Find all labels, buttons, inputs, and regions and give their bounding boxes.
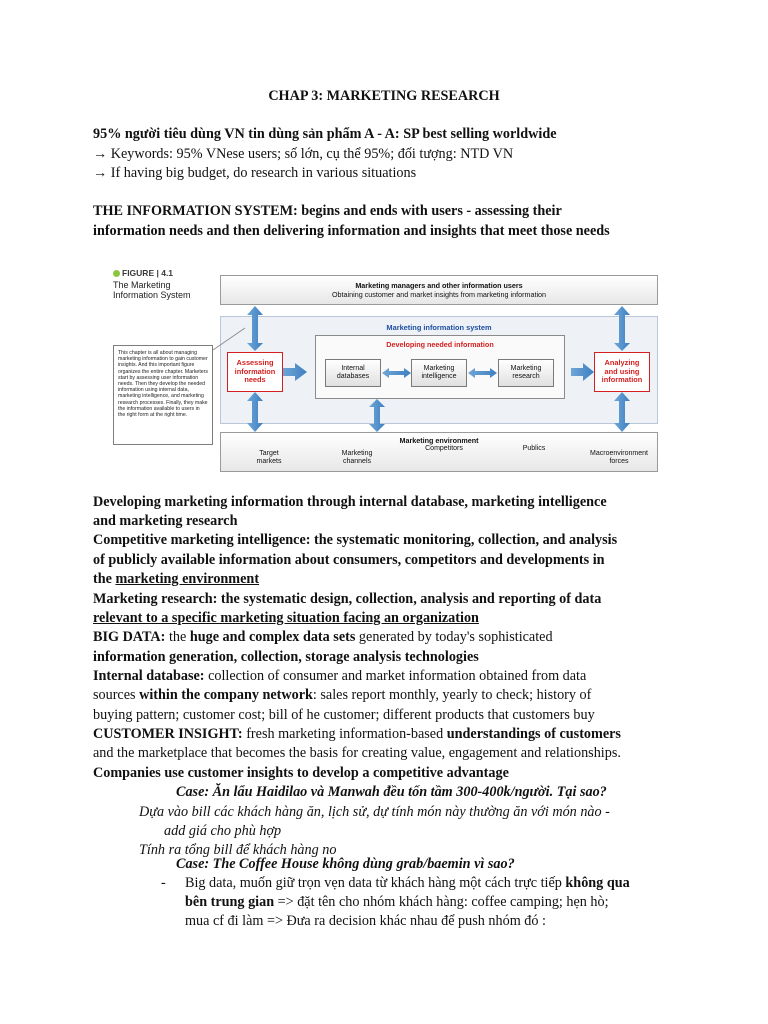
marketing-intelligence-box: Marketing intelligence (411, 359, 467, 387)
case-2-heading: Case: The Coffee House không dùng grab/baemin vì sao? (176, 856, 515, 872)
case-2-bullet-line-1: Big data, muốn giữ trọn vẹn data từ khách hàng một cách trực tiếp không qua (185, 875, 630, 891)
marketing-environment-underlined: marketing environment (115, 571, 260, 587)
internal-db-line-1: Internal database: collection of consumer and market information obtained from data (93, 668, 587, 684)
internal-db-line-3: buying pattern; customer cost; bill of he customer; different products that customers buy (93, 707, 595, 723)
figure-note: This chapter is all about managing marketing information to gain customer insights. And this important figure organizes the entire chapter. Marketers start by assessing user information needs. Then they develop the needed information using internal data, marketing intelligence, and marketing research processes. Finally, they make the information available to users in the right form at the right time. (113, 345, 213, 445)
big-data-line-1: BIG DATA: the huge and complex data sets generated by today's sophisticated (93, 629, 553, 645)
env-target-markets: Target markets (256, 450, 282, 465)
case-1-line-3: Tính ra tổng bill để khách hàng no (139, 842, 337, 858)
big-data-line-2: information generation, collection, storage analysis technologies (93, 649, 479, 665)
case-1-line-1: Dựa vào bill các khách hàng ăn, lịch sử, dự tính món này thường ăn với món nào - (139, 804, 610, 820)
case-2-bullet-line-3: mua cf đi làm => Đưa ra decision khác nhau để push nhóm đó : (185, 913, 546, 929)
mr-line-2: relevant to a specific marketing situation facing an organization (93, 610, 479, 626)
companies-line: Companies use customer insights to develop a competitive advantage (93, 765, 509, 781)
intro-line-3: → If having big budget, do research in various situations (93, 165, 417, 181)
callout-line (213, 328, 245, 350)
intro-line-2: → Keywords: 95% VNese users; số lớn, cụ thể 95%; đối tượng: NTD VN (93, 146, 514, 162)
customer-insight-line-2: and the marketplace that becomes the basis for creating value, engagement and relationships. (93, 745, 621, 761)
cmi-line-2: of publicly available information about consumers, competitors and developments in (93, 552, 605, 568)
center-bottom-arrow-icon (369, 399, 385, 432)
env-publics: Publics (522, 445, 546, 452)
info-system-label: THE INFORMATION SYSTEM: (93, 203, 298, 219)
case-1-heading: Case: Ăn lẩu Haidilao và Manwah đều tốn tầm 300-400k/người. Tại sao? (176, 784, 607, 800)
big-data-label: BIG DATA: (93, 629, 166, 645)
left-vertical-arrow-icon (247, 306, 263, 351)
intelligence-research-arrow-icon (468, 368, 497, 378)
info-system-text-1: begins and ends with users - assessing their (297, 203, 562, 219)
information-users-box: Marketing managers and other information users Obtaining customer and market insights from marketing information (220, 275, 658, 305)
right-bottom-arrow-icon (614, 392, 630, 432)
developing-info-title: Developing needed information (386, 340, 494, 349)
marketing-environment-box (220, 432, 658, 472)
marketing-information-system-figure (113, 268, 658, 473)
environment-title: Marketing environment (399, 436, 479, 445)
info-system-line-2: information needs and then delivering information and insights that meet those needs (93, 223, 610, 239)
developing-line-1: Developing marketing information through internal database, marketing intelligence (93, 494, 607, 510)
env-macroenvironment-forces: Macroenvironment forces (590, 450, 648, 465)
info-system-line-1 (93, 202, 562, 221)
case-1-line-2: add giá cho phù hợp (164, 823, 282, 839)
internal-db-line-2: sources within the company network: sales report monthly, yearly to check; history of (93, 687, 592, 703)
developing-line-2: and marketing research (93, 513, 238, 529)
marketing-research-box: Marketing research (498, 359, 554, 387)
right-vertical-arrow-icon (614, 306, 630, 351)
left-bottom-arrow-icon (247, 392, 263, 432)
intro-line-1: 95% người tiêu dùng VN tin dùng sản phẩm A - A: SP best selling worldwide (93, 126, 557, 142)
env-competitors: Competitors (425, 445, 463, 452)
internal-databases-box: Internal databases (325, 359, 381, 387)
analyzing-info-box: Analyzing and using information (594, 352, 650, 392)
assess-to-dev-arrow-icon (283, 363, 307, 381)
figure-number: FIGURE | 4.1 (113, 268, 223, 278)
figure-title: The Marketing Information System (113, 280, 191, 300)
cmi-line-1: Competitive marketing intelligence: the systematic monitoring, collection, and analysis (93, 532, 618, 548)
mis-title: Marketing information system (386, 323, 492, 332)
case-2-bullet-line-2: bên trung gian => đặt tên cho nhóm khách hàng: coffee camping; hẹn hò; (185, 894, 609, 910)
internal-db-label: Internal database: (93, 668, 205, 684)
customer-insight-label: CUSTOMER INSIGHT: (93, 726, 243, 742)
assessing-needs-box: Assessing information needs (227, 352, 283, 392)
internal-intelligence-arrow-icon (382, 368, 411, 378)
cmi-line-3: the marketing environment (93, 571, 260, 587)
env-marketing-channels: Marketing channels (341, 450, 373, 465)
dev-to-analyze-arrow-icon (571, 363, 594, 381)
page-title: CHAP 3: MARKETING RESEARCH (268, 88, 500, 104)
bullet-dash: - (161, 875, 166, 891)
customer-insight-line-1: CUSTOMER INSIGHT: fresh marketing information-based understandings of customers (93, 726, 621, 742)
mr-line-1: Marketing research: the systematic design, collection, analysis and reporting of data (93, 591, 602, 607)
